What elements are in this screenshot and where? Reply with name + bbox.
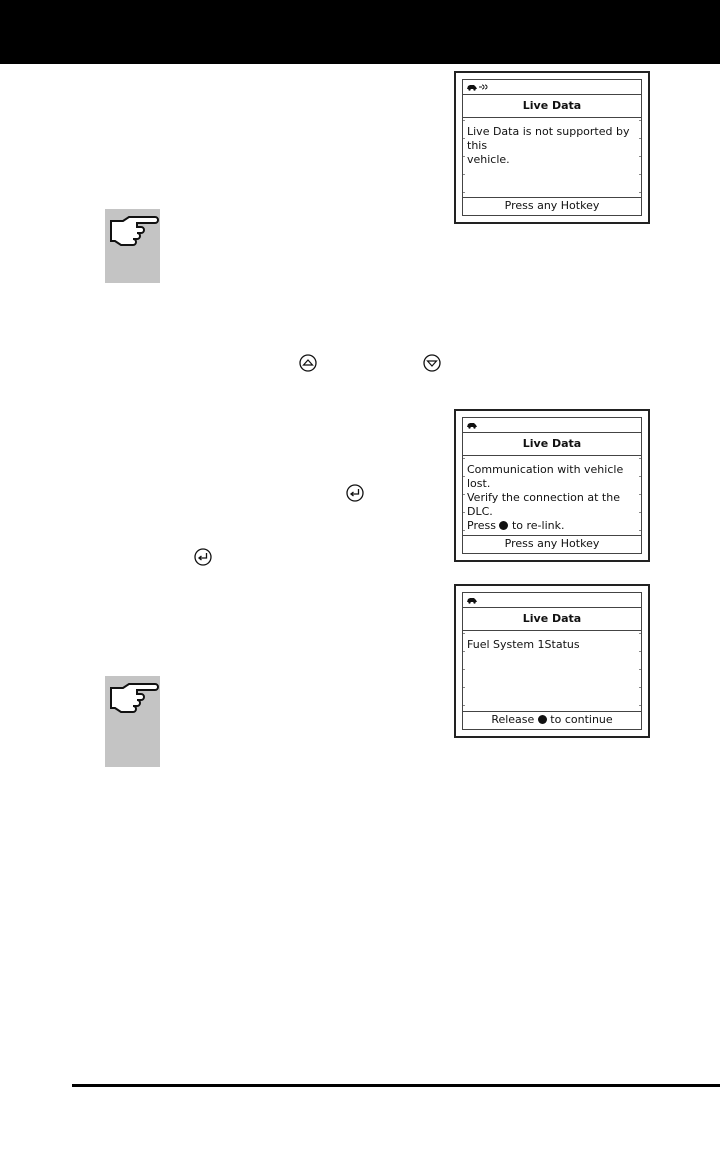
screen-footer: Release to continue bbox=[491, 713, 613, 726]
screen-message bbox=[467, 463, 637, 533]
live-data-screen-not-supported bbox=[454, 71, 650, 224]
pointing-hand-icon bbox=[105, 676, 160, 767]
screen-status-bar bbox=[463, 418, 641, 433]
message-line: Communication with vehicle lost. bbox=[467, 463, 624, 490]
enter-button-icon bbox=[346, 484, 364, 502]
down-arrow-button-icon bbox=[423, 354, 441, 372]
screen-status-bar bbox=[463, 80, 641, 95]
message-line: Live Data is not supported by this bbox=[467, 125, 630, 152]
message-line: Press to re-link. bbox=[467, 519, 565, 532]
vehicle-icon bbox=[466, 421, 478, 431]
vehicle-link-icon bbox=[466, 83, 488, 93]
live-data-screen-fuel-system bbox=[454, 584, 650, 738]
message-line: Verify the connection at the DLC. bbox=[467, 491, 620, 518]
page-header-bar bbox=[0, 0, 720, 64]
screen-title: Live Data bbox=[522, 437, 582, 450]
message-line: vehicle. bbox=[467, 153, 510, 166]
screen-title: Live Data bbox=[522, 612, 582, 625]
screen-status-bar bbox=[463, 593, 641, 608]
screen-message bbox=[467, 125, 637, 167]
footer-rule bbox=[72, 1084, 720, 1087]
screen-footer: Press any Hotkey bbox=[504, 537, 600, 550]
message-line: Fuel System 1Status bbox=[467, 638, 580, 651]
enter-button-icon bbox=[538, 715, 547, 724]
vehicle-icon bbox=[466, 596, 478, 606]
enter-button-icon bbox=[499, 521, 508, 530]
enter-button-icon bbox=[194, 548, 212, 566]
live-data-screen-communication-lost bbox=[454, 409, 650, 562]
up-arrow-button-icon bbox=[299, 354, 317, 372]
pointing-hand-icon bbox=[105, 209, 160, 283]
screen-footer: Press any Hotkey bbox=[504, 199, 600, 212]
screen-title: Live Data bbox=[522, 99, 582, 112]
screen-message bbox=[467, 638, 637, 652]
